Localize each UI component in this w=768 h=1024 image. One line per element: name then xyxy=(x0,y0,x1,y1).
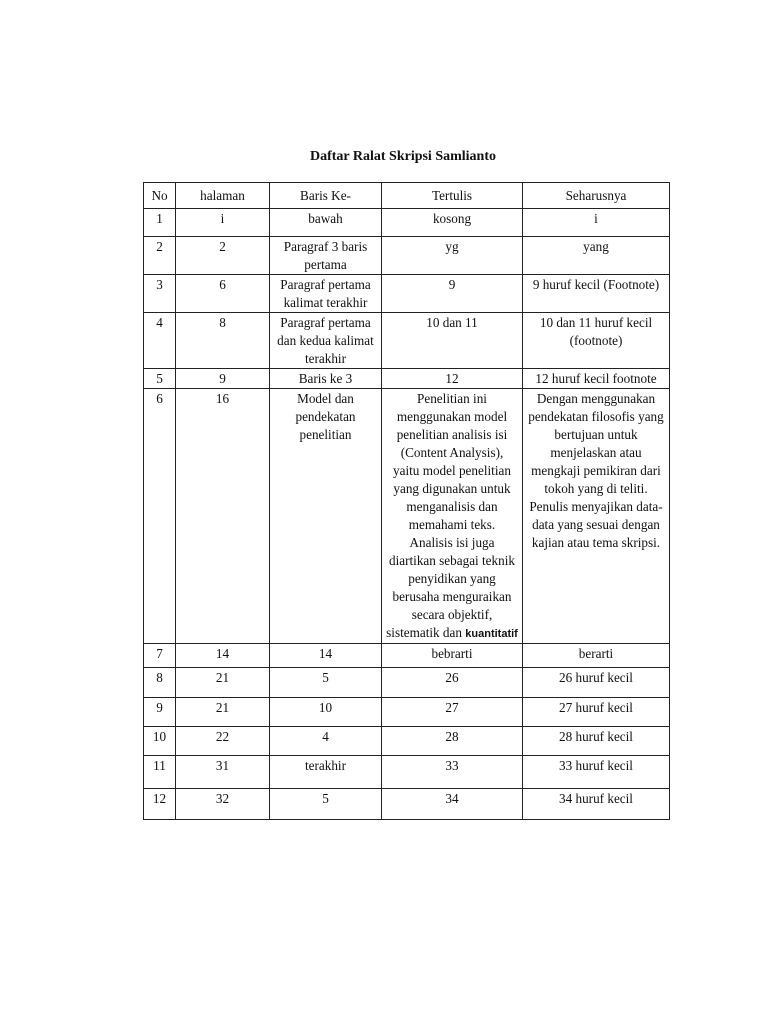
cell-halaman: i xyxy=(176,209,270,237)
cell-halaman: 32 xyxy=(176,789,270,820)
cell-no: 5 xyxy=(144,369,176,389)
cell-no: 8 xyxy=(144,668,176,698)
cell-baris: bawah xyxy=(270,209,382,237)
header-tertulis: Tertulis xyxy=(382,183,523,209)
table-row xyxy=(144,275,670,313)
cell-tertulis-bold-term: kuantitatif xyxy=(465,628,518,640)
cell-baris: 4 xyxy=(270,727,382,756)
header-baris: Baris Ke- xyxy=(270,183,382,209)
cell-tertulis: 34 xyxy=(382,789,523,820)
header-halaman: halaman xyxy=(176,183,270,209)
table-row xyxy=(144,313,670,369)
cell-halaman: 9 xyxy=(176,369,270,389)
cell-tertulis: 9 xyxy=(382,275,523,313)
table-row xyxy=(144,644,670,668)
cell-tertulis: 33 xyxy=(382,756,523,789)
cell-tertulis: 28 xyxy=(382,727,523,756)
cell-halaman: 21 xyxy=(176,698,270,727)
cell-tertulis xyxy=(382,389,523,644)
cell-halaman: 6 xyxy=(176,275,270,313)
table-row xyxy=(144,237,670,275)
table-row xyxy=(144,369,670,389)
cell-tertulis: 12 xyxy=(382,369,523,389)
cell-no: 3 xyxy=(144,275,176,313)
cell-no: 10 xyxy=(144,727,176,756)
page-title: Daftar Ralat Skripsi Samlianto xyxy=(309,149,497,164)
cell-seharusnya: 28 huruf kecil xyxy=(523,727,670,756)
table-row xyxy=(144,209,670,237)
cell-halaman: 2 xyxy=(176,237,270,275)
cell-tertulis: 10 dan 11 xyxy=(382,313,523,369)
cell-baris: terakhir xyxy=(270,756,382,789)
cell-seharusnya: 10 dan 11 huruf kecil (footnote) xyxy=(523,313,670,369)
cell-seharusnya: 26 huruf kecil xyxy=(523,668,670,698)
table-row xyxy=(144,389,670,644)
cell-seharusnya: 9 huruf kecil (Footnote) xyxy=(523,275,670,313)
cell-seharusnya: yang xyxy=(523,237,670,275)
header-seharusnya: Seharusnya xyxy=(523,183,670,209)
cell-halaman: 21 xyxy=(176,668,270,698)
cell-baris: Paragraf pertama kalimat terakhir xyxy=(270,275,382,313)
table-row xyxy=(144,756,670,789)
cell-seharusnya: 27 huruf kecil xyxy=(523,698,670,727)
cell-seharusnya: 12 huruf kecil footnote xyxy=(523,369,670,389)
cell-tertulis: 26 xyxy=(382,668,523,698)
cell-seharusnya: 34 huruf kecil xyxy=(523,789,670,820)
errata-table xyxy=(143,182,670,820)
cell-halaman: 31 xyxy=(176,756,270,789)
table-row xyxy=(144,698,670,727)
cell-no: 1 xyxy=(144,209,176,237)
cell-baris: Paragraf 3 baris pertama xyxy=(270,237,382,275)
table-header-row xyxy=(144,183,670,209)
cell-no: 11 xyxy=(144,756,176,789)
cell-halaman: 14 xyxy=(176,644,270,668)
cell-seharusnya: 33 huruf kecil xyxy=(523,756,670,789)
cell-baris: Paragraf pertama dan kedua kalimat terakhir xyxy=(270,313,382,369)
cell-halaman: 16 xyxy=(176,389,270,644)
cell-no: 9 xyxy=(144,698,176,727)
cell-tertulis-text: Penelitian ini menggunakan model penelitian analisis isi (Content Analysis), yaitu model penelitian yang digunakan untuk menganalisis dan memahami teks. Analisis isi juga diartikan sebagai teknik penyidikan yang berusaha menguraikan secara objektif, sistematik dan xyxy=(386,391,515,640)
cell-baris: Model dan pendekatan penelitian xyxy=(270,389,382,644)
cell-no: 7 xyxy=(144,644,176,668)
header-no: No xyxy=(144,183,176,209)
cell-no: 2 xyxy=(144,237,176,275)
table-row xyxy=(144,727,670,756)
cell-no: 12 xyxy=(144,789,176,820)
cell-tertulis: 27 xyxy=(382,698,523,727)
cell-halaman: 22 xyxy=(176,727,270,756)
cell-tertulis: kosong xyxy=(382,209,523,237)
cell-halaman: 8 xyxy=(176,313,270,369)
table-row xyxy=(144,668,670,698)
cell-baris: 5 xyxy=(270,668,382,698)
cell-seharusnya: berarti xyxy=(523,644,670,668)
cell-no: 4 xyxy=(144,313,176,369)
cell-no: 6 xyxy=(144,389,176,644)
cell-baris: 10 xyxy=(270,698,382,727)
cell-baris: 14 xyxy=(270,644,382,668)
cell-tertulis: yg xyxy=(382,237,523,275)
cell-baris: 5 xyxy=(270,789,382,820)
cell-seharusnya: i xyxy=(523,209,670,237)
cell-tertulis: bebrarti xyxy=(382,644,523,668)
table-row xyxy=(144,789,670,820)
cell-baris: Baris ke 3 xyxy=(270,369,382,389)
cell-seharusnya: Dengan menggunakan pendekatan filosofis yang bertujuan untuk menjelaskan atau mengkaji pemikiran dari tokoh yang di teliti. Penulis menyajikan data-data yang sesuai dengan kajian atau tema skripsi. xyxy=(523,389,670,644)
